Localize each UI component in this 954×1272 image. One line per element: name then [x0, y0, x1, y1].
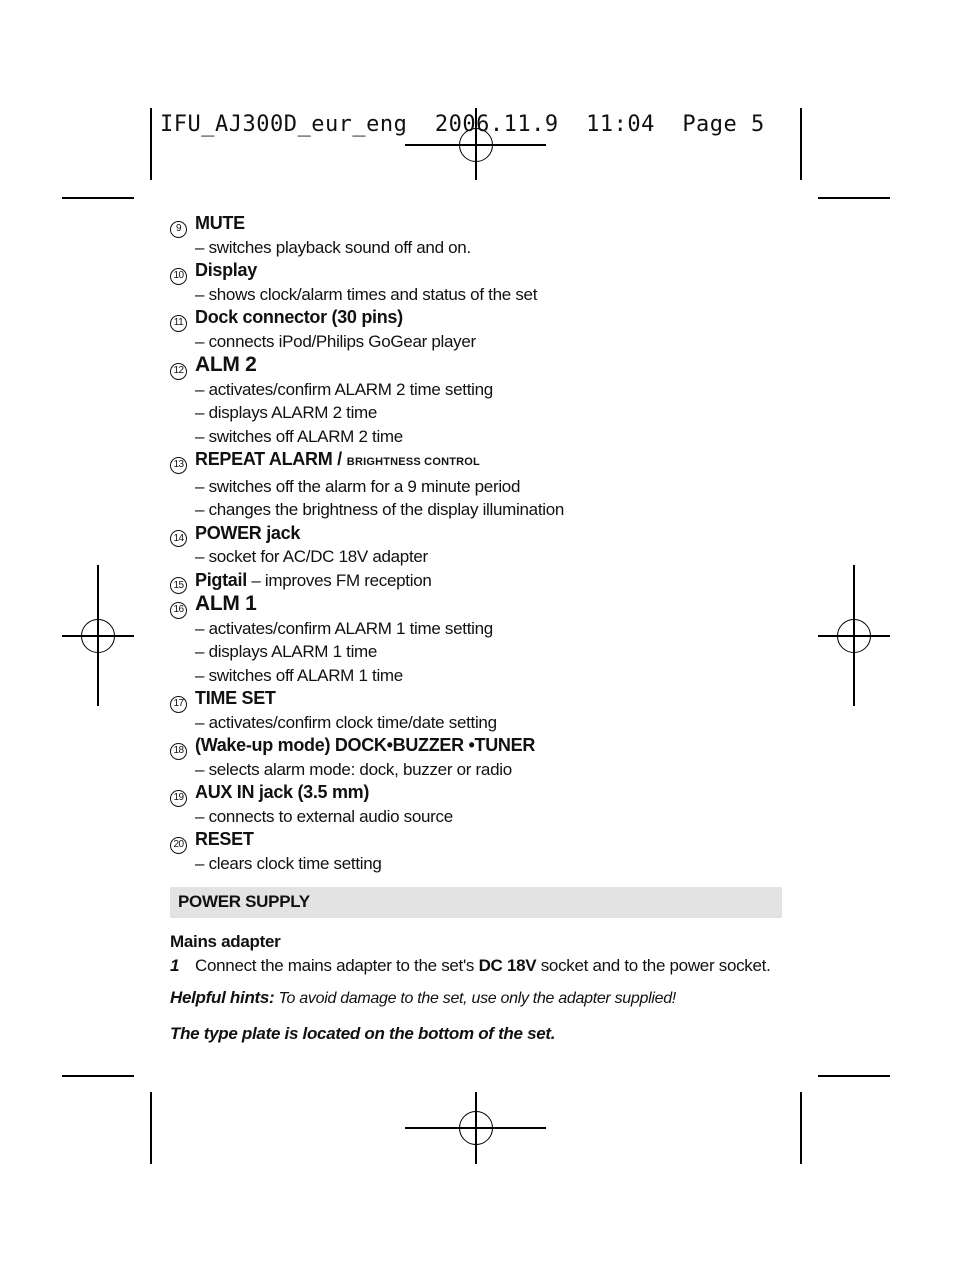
controls-list [170, 212, 810, 875]
power-supply-section [170, 930, 810, 1046]
subsection-title: Mains adapter [170, 932, 281, 951]
type-plate-note: The type plate is located on the bottom of the set. [170, 1024, 556, 1043]
list-item [170, 781, 810, 805]
list-item [170, 592, 810, 617]
item-number-badge: 13 [170, 457, 187, 474]
item-label: TIME SET [195, 688, 276, 708]
list-item [170, 828, 810, 852]
list-item [170, 448, 810, 475]
item-description: – activates/confirm ALARM 1 time setting [195, 618, 493, 638]
item-number-badge: 11 [170, 315, 187, 332]
section-title: POWER SUPPLY [178, 892, 310, 911]
item-description: – selects alarm mode: dock, buzzer or radio [195, 759, 512, 779]
hint-label: Helpful hints: [170, 988, 275, 1007]
hint-text: To avoid damage to the set, use only the adapter supplied! [274, 990, 676, 1007]
helpful-hint [170, 986, 810, 1011]
crop-mark [818, 1075, 890, 1077]
step-row [170, 954, 810, 978]
item-label: AUX IN jack (3.5 mm) [195, 782, 370, 802]
item-label: RESET [195, 829, 254, 849]
item-description: – connects iPod/Philips GoGear player [195, 331, 476, 351]
item-description: – switches off ALARM 1 time [195, 665, 403, 685]
item-description: – displays ALARM 1 time [195, 642, 378, 661]
item-label: ALM 2 [195, 353, 257, 376]
item-label: REPEAT ALARM / [195, 449, 342, 469]
item-description: – activates/confirm clock time/date setting [195, 712, 497, 732]
item-description: – switches off the alarm for a 9 minute period [195, 476, 521, 496]
registration-circle [837, 619, 871, 653]
list-item [170, 734, 810, 758]
list-item [170, 687, 810, 711]
item-number-badge: 17 [170, 696, 187, 713]
registration-circle [81, 619, 115, 653]
item-label: Pigtail [195, 569, 247, 590]
section-header-bar [170, 887, 782, 918]
item-description: – switches playback sound off and on. [195, 237, 471, 257]
item-number-badge: 15 [170, 577, 187, 594]
list-item [170, 212, 810, 236]
item-label-small: BRIGHTNESS CONTROL [346, 456, 480, 468]
crop-mark [62, 1075, 134, 1077]
crop-mark [818, 197, 890, 199]
item-label: MUTE [195, 213, 245, 233]
step-number: 1 [170, 956, 180, 975]
item-inline-description: – improves FM reception [246, 570, 432, 590]
item-description: – socket for AC/DC 18V adapter [195, 547, 428, 566]
item-label: POWER jack [195, 522, 301, 543]
list-item [170, 306, 810, 330]
item-number-badge: 16 [170, 602, 187, 619]
step-text [195, 954, 771, 978]
print-slug: IFU_AJ300D_eur_eng 2006.11.9 11:04 Page 5 [160, 112, 765, 137]
crop-mark [800, 1092, 802, 1164]
item-number-badge: 18 [170, 743, 187, 760]
item-label: Display [195, 260, 257, 280]
item-label: (Wake-up mode) DOCK•BUZZER •TUNER [195, 735, 536, 755]
item-number-badge: 10 [170, 268, 187, 285]
item-description: – displays ALARM 2 time [195, 403, 378, 422]
item-description: – shows clock/alarm times and status of the set [195, 284, 538, 304]
item-description: – changes the brightness of the display illumination [195, 500, 565, 519]
list-item [170, 569, 810, 593]
step-text-part: socket and to the power socket. [536, 956, 771, 975]
crop-mark [62, 197, 134, 199]
list-item [170, 259, 810, 283]
item-number-badge: 9 [170, 221, 187, 238]
item-number-badge: 19 [170, 790, 187, 807]
item-description: – clears clock time setting [195, 853, 382, 873]
item-label: ALM 1 [195, 592, 257, 615]
item-description: – activates/confirm ALARM 2 time setting [195, 379, 493, 399]
item-number-badge: 14 [170, 530, 187, 547]
list-item [170, 353, 810, 378]
crop-mark [150, 108, 152, 180]
item-label: Dock connector (30 pins) [195, 307, 403, 327]
crop-mark [800, 108, 802, 180]
step-text-bold: DC 18V [478, 956, 537, 975]
item-description: – switches off ALARM 2 time [195, 426, 403, 446]
step-text-part: Connect the mains adapter to the set's [195, 956, 479, 975]
item-number-badge: 12 [170, 363, 187, 380]
registration-circle [459, 1111, 493, 1145]
list-item [170, 522, 810, 546]
item-number-badge: 20 [170, 837, 187, 854]
crop-mark [150, 1092, 152, 1164]
item-description: – connects to external audio source [195, 806, 453, 826]
